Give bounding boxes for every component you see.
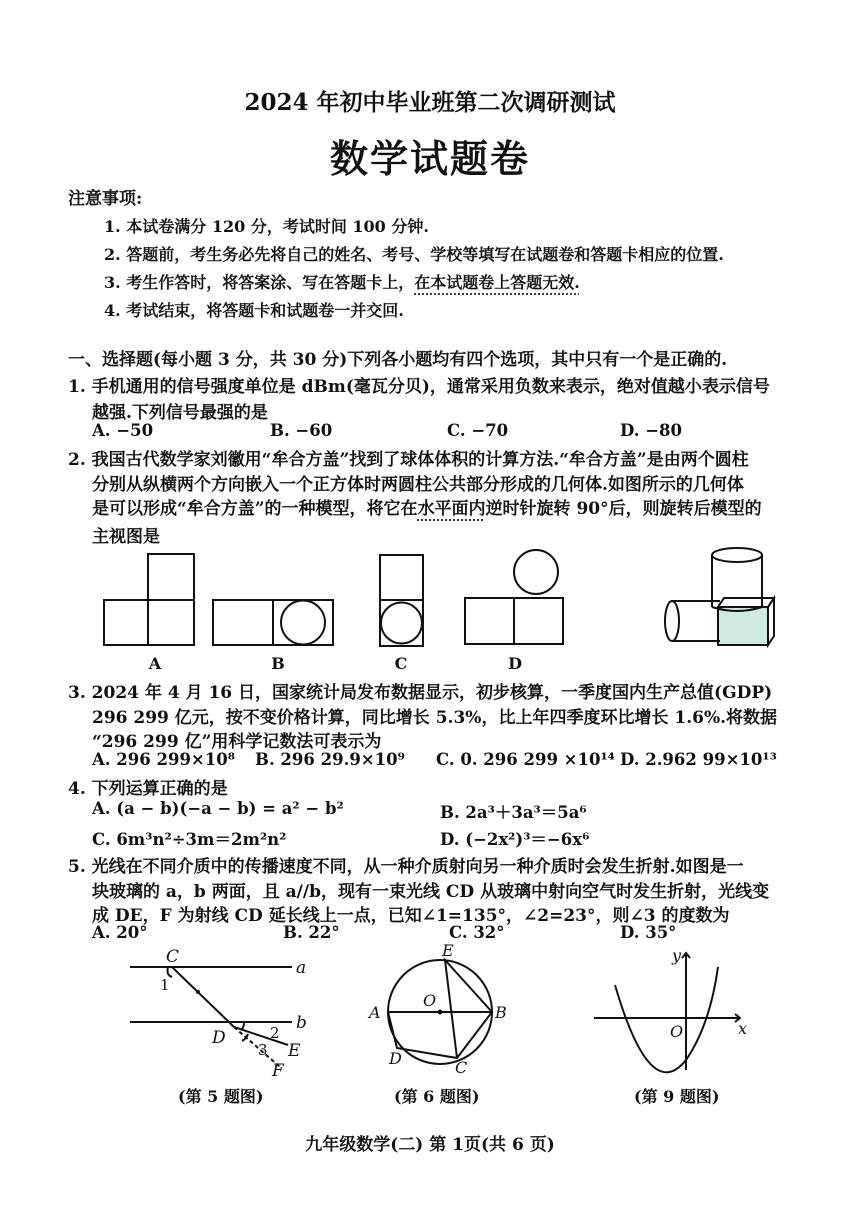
fig5-label-a: a xyxy=(296,958,307,978)
q2-line3-a: 是可以形成“牟合方盖”的一种模型，将它在 xyxy=(92,499,418,519)
figure-9 xyxy=(590,945,760,1075)
q3-option-c: C. 0. 296 299 ×10¹⁴ xyxy=(436,750,615,769)
notice-item-3-text: 3. 考生作答时，将答案涂、写在答题卡上， xyxy=(104,273,415,292)
q2-option-d-figure xyxy=(463,548,567,648)
paper-title: 数学试题卷 xyxy=(329,136,530,181)
notice-item-3-emphasis: 在本试题卷上答题无效. xyxy=(414,273,580,292)
q2-option-c-figure xyxy=(378,553,426,649)
q2-model-figure xyxy=(660,545,775,650)
figure-5 xyxy=(120,945,320,1080)
q3-option-b: B. 296 29.9×10⁹ xyxy=(255,750,405,769)
q5-line2: 块玻璃的 a，b 两面，且 a//b，现有一束光线 CD 从玻璃中射向空气时发生折射，光线变 xyxy=(92,882,770,902)
fig9-label-x: x xyxy=(738,1019,748,1038)
fig5-label-3: 3 xyxy=(258,1041,268,1059)
q2-line2: 分别从纵横两个方向嵌入一个正方体时两圆柱公共部分形成的几何体.如图所示的几何体 xyxy=(92,475,744,495)
notice-heading: 注意事项: xyxy=(68,189,143,209)
q1-option-b: B. −60 xyxy=(270,421,333,440)
fig5-label-d: D xyxy=(212,1028,226,1048)
q4-line1: 4. 下列运算正确的是 xyxy=(68,779,228,799)
fig9-label-o: O xyxy=(670,1022,684,1041)
q2-line4: 主视图是 xyxy=(92,527,160,547)
fig6-label-c: C xyxy=(455,1058,468,1077)
q5-option-c: C. 32° xyxy=(449,923,505,942)
figure-6 xyxy=(365,940,515,1077)
q5-option-b: B. 22° xyxy=(283,923,340,942)
page-footer: 九年级数学(二) 第 1页(共 6 页) xyxy=(305,1135,555,1155)
q5-line3: 成 DE，F 为射线 CD 延长线上一点，已知∠1=135°，∠2=23°，则∠3 的度数为 xyxy=(92,906,730,926)
q2-option-a-figure xyxy=(102,552,197,648)
q1-option-a: A. −50 xyxy=(92,421,154,440)
fig5-label-b: b xyxy=(296,1013,307,1033)
fig6-label-d: D xyxy=(389,1049,402,1068)
q2-option-a-label: A xyxy=(148,654,162,673)
fig6-label-b: B xyxy=(495,1003,507,1022)
q3-option-a: A. 296 299×10⁸ xyxy=(92,750,235,769)
fig6-label-e: E xyxy=(442,941,454,960)
q4-option-b: B. 2a³＋3a³＝5a⁶ xyxy=(440,803,587,822)
q5-option-d: D. 35° xyxy=(620,923,677,942)
fig5-label-2: 2 xyxy=(270,1024,280,1042)
q2-option-d-label: D xyxy=(508,654,522,673)
q2-line3-emphasis: 水平面内 xyxy=(417,499,486,519)
q2-line1: 2. 我国古代数学家刘徽用“牟合方盖”找到了球体体积的计算方法.“牟合方盖”是由两个圆柱 xyxy=(68,450,749,470)
q2-option-b-label: B xyxy=(271,654,285,673)
fig5-label-c: C xyxy=(166,947,180,967)
q4-option-c: C. 6m³n²÷3m＝2m²n² xyxy=(92,830,287,849)
q3-line3: “296 299 亿”用科学记数法可表示为 xyxy=(92,732,382,752)
fig5-label-e: E xyxy=(288,1041,301,1061)
figure-5-caption: (第 5 题图) xyxy=(178,1087,264,1106)
q4-option-a: A. (a − b)(−a − b) = a² − b² xyxy=(92,799,344,818)
figure-6-caption: (第 6 题图) xyxy=(394,1087,480,1106)
figure-9-caption: (第 9 题图) xyxy=(634,1087,720,1106)
notice-item-1: 1. 本试卷满分 120 分，考试时间 100 分钟. xyxy=(104,217,429,236)
fig5-label-f: F xyxy=(272,1061,284,1081)
q5-option-a: A. 20° xyxy=(92,923,148,942)
exam-title: 2024 年初中毕业班第二次调研测试 xyxy=(244,89,616,116)
parabola xyxy=(615,967,718,1072)
q2-line3 xyxy=(92,494,762,519)
q3-option-d: D. 2.962 99×10¹³ xyxy=(620,750,777,769)
q1-option-c: C. −70 xyxy=(447,421,509,440)
fig5-label-1: 1 xyxy=(160,976,170,994)
fig9-label-y: y xyxy=(672,946,682,965)
notice-item-4: 4. 考试结束，将答题卡和试题卷一并交回. xyxy=(104,301,404,320)
q1-line1: 1. 手机通用的信号强度单位是 dBm(毫瓦分贝)，通常采用负数来表示，绝对值越小表示信号 xyxy=(68,377,770,397)
q3-line2: 296 299 亿元，按不变价格计算，同比增长 5.3%，比上年四季度环比增长 1.6%.将数据 xyxy=(92,708,778,728)
q1-option-d: D. −80 xyxy=(620,421,682,440)
fig6-label-a: A xyxy=(369,1003,381,1022)
notice-item-3 xyxy=(104,270,580,293)
section-1-heading: 一、选择题(每小题 3 分，共 30 分)下列各小题均有四个选项，其中只有一个是正确的. xyxy=(68,350,728,370)
q3-line1: 3. 2024 年 4 月 16 日，国家统计局发布数据显示，初步核算，一季度国内生产总值(GDP) xyxy=(68,683,773,703)
q2-option-c-label: C xyxy=(394,654,408,673)
q2-line3-c: 逆时针旋转 90°后，则旋转后模型的 xyxy=(485,499,762,519)
fig6-label-o: O xyxy=(423,991,437,1010)
q5-line1: 5. 光线在不同介质中的传播速度不同，从一种介质射向另一种介质时会发生折射.如图是一 xyxy=(68,857,744,877)
q2-option-b-figure xyxy=(211,598,336,648)
ray-cd xyxy=(172,967,234,1027)
notice-item-2: 2. 答题前，考生务必先将自己的姓名、考号、学校等填写在试题卷和答题卡相应的位置. xyxy=(104,245,724,264)
q1-line2: 越强.下列信号最强的是 xyxy=(92,403,268,423)
q4-option-d: D. (−2x²)³＝−6x⁶ xyxy=(440,830,590,849)
